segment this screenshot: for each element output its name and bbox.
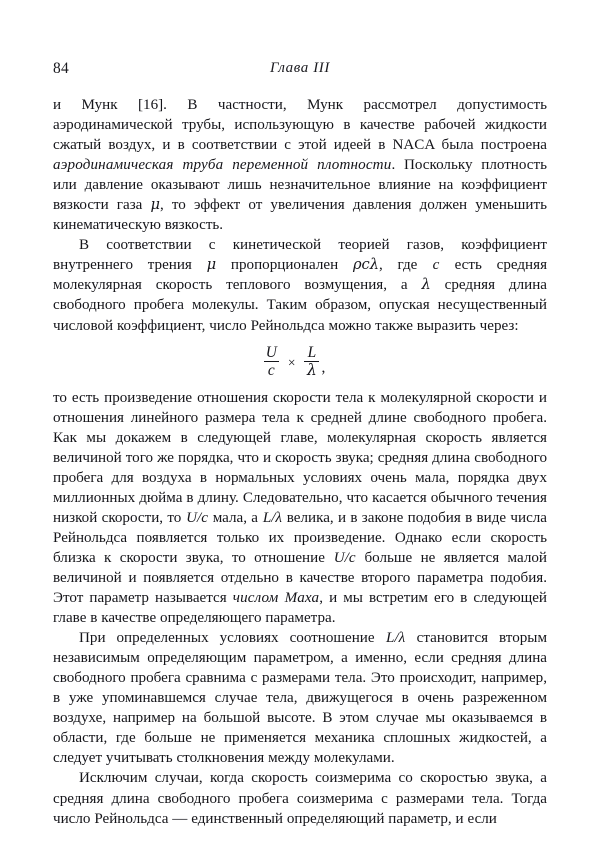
paragraph-4-run-2: становится вторым независимым определяющим параметром, а именно, если средняя длина свободного пробега сравнима с размерами тела. Это происходит, например, в уже упоминавшемся случае тела, движущегося в очень разреженном воздухе, например на большой высоте. В этом случае мы оказываемся в области, где больше не применяется механика сплошных жидкостей, а следует учитывать столкновения между молекулами. [53,630,547,767]
paragraph-1-run-3: , то эффект от увеличения давления должен уменьшить кинематическую вязкость. [53,197,547,234]
paragraph-2 [53,235,547,335]
display-equation-punctuation: , [321,359,326,377]
paragraph-3-run-2: мала, а [208,509,263,526]
paragraph-2-math-c: c [432,257,440,274]
display-equation [53,336,547,388]
fraction-u-over-c-denominator: c [267,362,275,380]
fraction-l-over-lambda [304,345,319,379]
paragraph-2-math-rho-c-lambda: ρcλ [352,256,380,274]
paragraph-1 [53,95,547,235]
paragraph-5-run-1: Исключим случаи, когда скорость соизмерима со скоростью звука, а средняя длина свободного пробега соизмерима с размерами тела. Тогда число Рейнольдса — единственный определяющий параметр, и если [53,770,547,827]
paragraph-3-emphasis-1: числом Маха [232,590,320,607]
page-number: 84 [53,60,69,77]
paragraph-2-run-2: пропорционален [216,257,353,274]
display-equation-body [263,345,326,379]
paragraph-2-math-mu: μ [206,256,217,274]
text-column [53,95,547,829]
paragraph-2-run-1: В соответствии с кинетической теорией газов, коэффициент внутреннего трения [53,237,547,274]
running-head [53,60,547,82]
chapter-title: Глава III [269,60,330,76]
fraction-l-over-lambda-numerator: L [307,343,317,361]
paragraph-2-math-lambda: λ [421,276,431,294]
paragraph-3-math-l-over-lambda: L/λ [262,509,282,526]
paragraph-3-run-1: то есть произведение отношения скорости тела к молекулярной скорости и отношения линейного размера тела к средней длине свободного пробега. Как мы докажем в следующей главе, молекулярная скорость является величиной того же порядка, что и скорость звука; средняя длина свободного пробега для воздуха в нормальных условиях очень мала, порядка двух миллионных дюйма в длину. Следовательно, что касается обычного течения низкой скорости, то [53,389,547,526]
paragraph-1-run-2: . Поскольку плотность или давление оказывают лишь незначительное влияние на коэффициент вязкости газа [53,157,547,214]
paragraph-4-math-l-over-lambda: L/λ [386,630,406,647]
paragraph-3 [53,388,547,629]
fraction-u-over-c [264,345,279,379]
paragraph-3-run-4: больше не является малой величиной и появляется отдельно в качестве второго параметра подобия. Этот параметр называется [53,549,547,607]
paragraph-4-run-1: При определенных условиях соотношение [79,630,386,647]
paragraph-3-math-u-over-c: U/c [186,509,208,526]
paragraph-3-run-3: велика, и в законе подобия в виде числа Рейнольдса появляется только их произведение. Однако если скорость близка к скорости звука, то отношение [53,509,548,566]
fraction-u-over-c-numerator: U [265,343,277,361]
paragraph-1-run-1: и Мунк [16]. В частности, Мунк рассмотрел допустимость аэродинамической трубы, использующую в качестве рабочей жидкости сжатый воздух, и в соответствии с этой идеей в NACA была построена [53,97,547,154]
multiplication-operator: × [287,354,296,370]
paragraph-4 [53,628,547,768]
paragraph-5 [53,768,547,828]
paragraph-2-run-4: есть средняя молекулярная скорость теплового возмущения, а [53,257,548,294]
paragraph-1-emphasis-1: аэродинамическая труба переменной плотности [53,157,392,174]
paragraph-2-run-5: средняя длина свободного пробега молекулы. Таким образом, опуская несущественный числовой коэффициент, число Рейнольдса можно также выразить через: [53,277,547,334]
paragraph-1-math-mu: μ [150,196,160,214]
paragraph-3-run-5: , и мы встретим его в следующей главе в качестве определяющего параметра. [53,590,548,627]
paragraph-2-run-3: , где [379,257,433,274]
paragraph-3-math-u-over-c-2: U/c [333,549,356,566]
fraction-l-over-lambda-denominator: λ [307,361,317,380]
